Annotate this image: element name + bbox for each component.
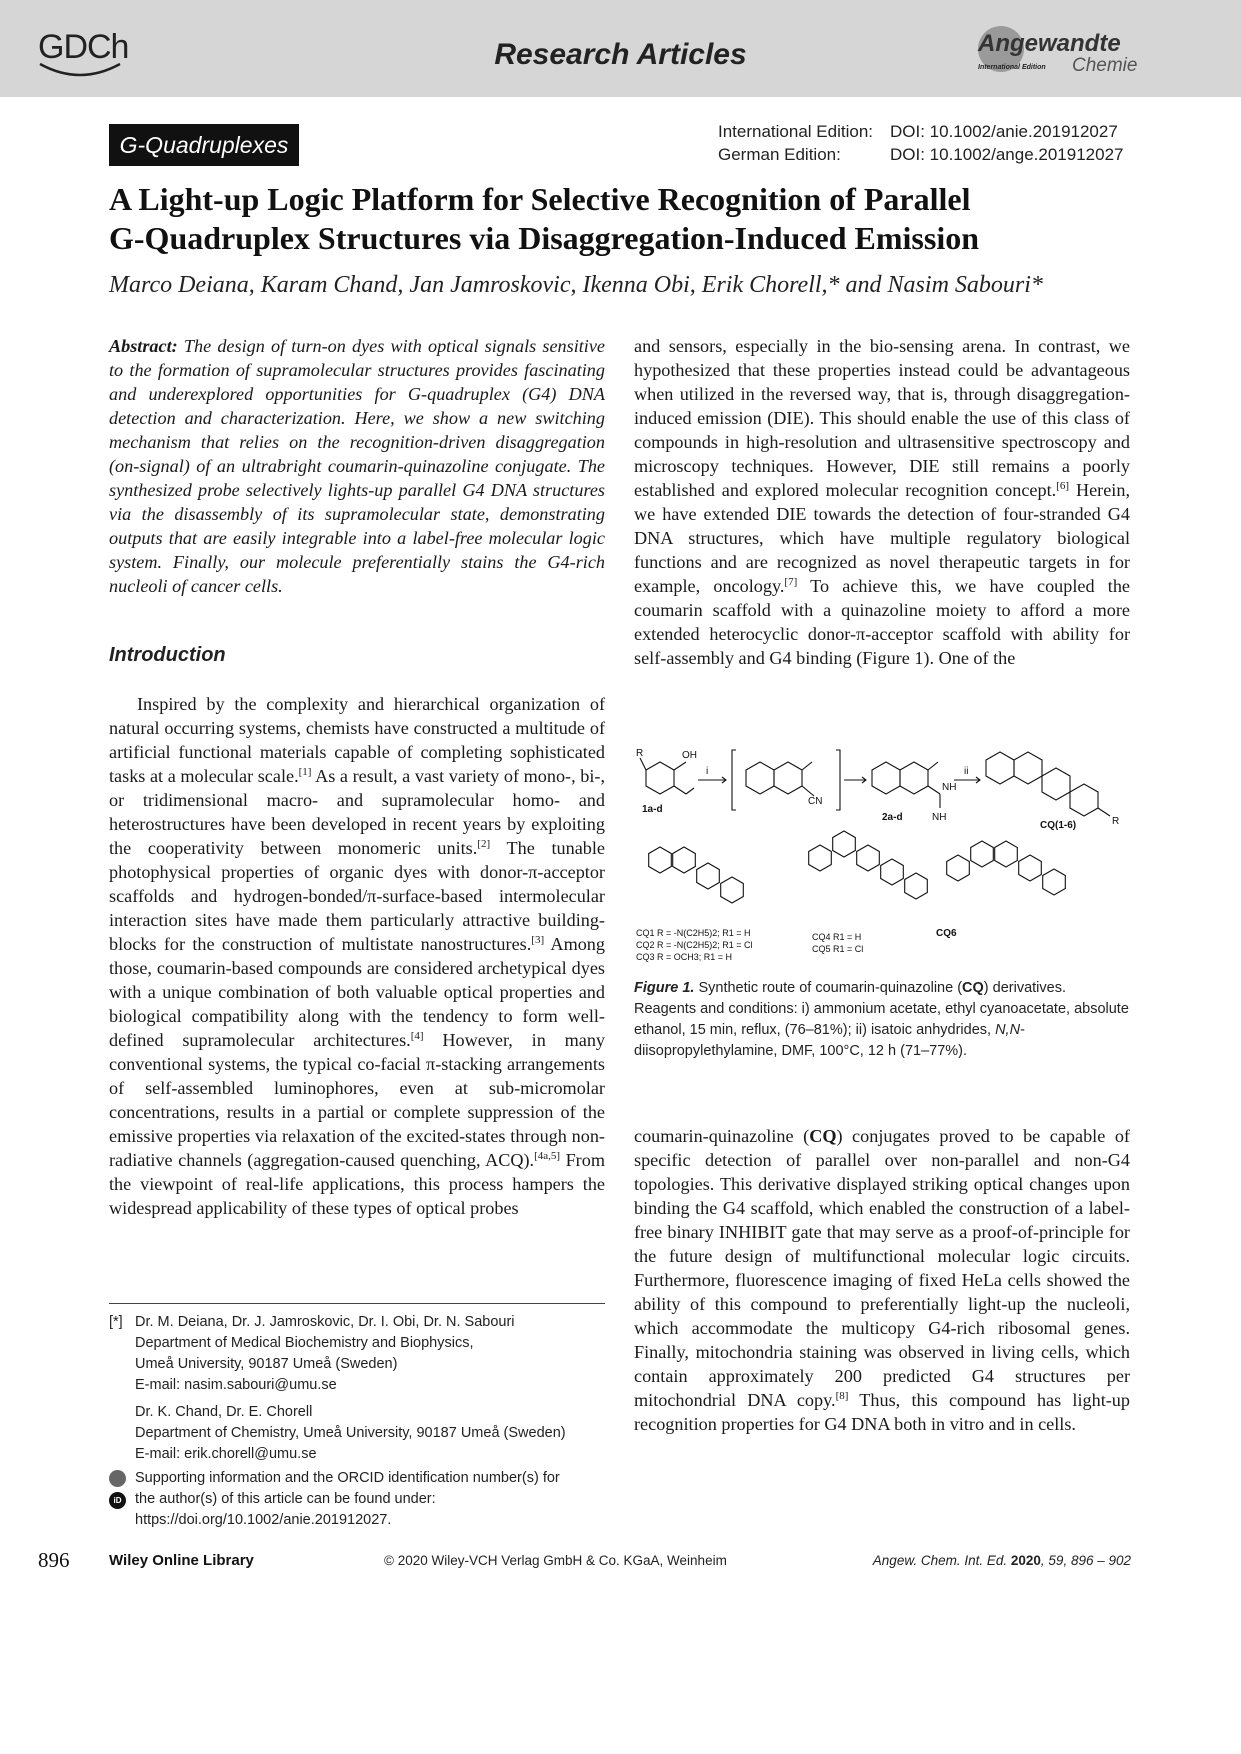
cite-journal: Angew. Chem. Int. Ed. xyxy=(872,1553,1011,1568)
email-link[interactable]: E-mail: erik.chorell@umu.se xyxy=(135,1446,317,1462)
reference-2[interactable]: [2] xyxy=(477,837,491,850)
page-header xyxy=(0,0,1241,97)
topic-badge: G-Quadruplexes xyxy=(109,124,299,166)
footnote-divider xyxy=(109,1303,605,1304)
affiliation-line: Umeå University, 90187 Umeå (Sweden) xyxy=(135,1356,398,1372)
email-link[interactable]: E-mail: nasim.sabouri@umu.se xyxy=(135,1377,337,1393)
scheme-label-1ad: 1a-d xyxy=(642,804,663,815)
footnote-mark: [*] xyxy=(109,1314,123,1330)
caption-text: ) derivatives. Reagents and conditions: i) ammonium acetate, ethyl cyanoacetate, absolute ethanol, 15 min, reflux, (76–81%); ii) isatoic anhydrides, xyxy=(634,980,1129,1038)
copyright: © 2020 Wiley-VCH Verlag GmbH & Co. KGaA, Weinheim xyxy=(384,1553,727,1568)
ring-cq4-5-4 xyxy=(905,873,928,899)
ring-cq1-3-2 xyxy=(697,863,720,889)
scheme-label-2ad: 2a-d xyxy=(882,812,903,823)
page-footer xyxy=(0,1548,1241,1572)
wiley-online-library-logo[interactable]: Wiley Online Library xyxy=(109,1552,254,1569)
scheme-label-cq6: CQ6 xyxy=(936,928,957,939)
right-column-bottom xyxy=(634,1124,1130,1436)
title-line-2: G-Quadruplex Structures via Disaggregation-Induced Emission xyxy=(109,220,980,256)
abstract-text: The design of turn-on dyes with optical signals sensitive to the formation of supramolecular structures provides fascinating and underexplored opportunities for G-quadruplex (G4) DNA detection and characterization. Here, we show a new switching mechanism that relies on the recognition-driven disaggregation (on-signal) of an ultrabright coumarin-quinazoline conjugate. The synthesized probe selectively lights-up parallel G4 DNA structures via the disassembly of its supramolecular state, demonstrating outputs that are easily integrable into a label-free molecular logic system. Finally, our molecule preferentially stains the G4-rich nucleoli of cancer cells. xyxy=(109,336,606,596)
body-cq: CQ xyxy=(809,1126,837,1146)
doi-german-label: German Edition: xyxy=(718,145,841,164)
doi-german-value[interactable]: DOI: 10.1002/ange.201912027 xyxy=(890,145,1124,164)
scheme-r-label: R xyxy=(636,748,644,759)
si-line: the author(s) of this article can be found under: xyxy=(135,1491,436,1507)
angewandte-logo: Angewandte xyxy=(978,30,1121,57)
page-number: 896 xyxy=(38,1548,70,1572)
reference-8[interactable]: [8] xyxy=(835,1389,849,1402)
citation xyxy=(873,1553,1131,1568)
article-title xyxy=(109,180,1139,258)
introduction-paragraph xyxy=(109,692,605,1220)
ring-cq4-5-0 xyxy=(809,845,832,871)
section-title: Research Articles xyxy=(494,38,747,71)
body-text: To achieve this, we have coupled the coumarin scaffold with a quinazoline moiety to afford a more extended heterocyclic donor-π-acceptor scaffold with ability for self-assembly and G4 binding (Figure 1). One of the xyxy=(634,576,1130,668)
doi-intl-value[interactable]: DOI: 10.1002/anie.201912027 xyxy=(890,122,1118,141)
intro-text: Among those, coumarin-based compounds are considered archetypical dyes with a unique combination of both valuable optical properties and biological compatibility along with the tendency to form well-defined supramolecular architectures. xyxy=(109,934,605,1050)
ring-cq6-2 xyxy=(995,841,1018,867)
scheme-step-i: i xyxy=(706,766,709,777)
gdch-logo: GDCh xyxy=(38,28,129,66)
ring-cq4-5-3 xyxy=(881,859,904,885)
scheme-cq1-def: CQ1 R = -N(C2H5)2; R1 = H xyxy=(636,928,751,938)
affiliation-footnote xyxy=(109,1312,609,1465)
doi-block xyxy=(718,120,1123,166)
si-line: Supporting information and the ORCID identification number(s) for xyxy=(135,1470,560,1486)
reference-3[interactable]: [3] xyxy=(531,933,545,946)
ring-cq6-0 xyxy=(947,855,970,881)
scheme-r1-label: R xyxy=(1112,816,1120,827)
scheme-nh2-label: NH xyxy=(932,812,947,823)
scheme-oh-label: OH xyxy=(682,750,697,761)
cite-year: 2020 xyxy=(1010,1553,1041,1568)
affiliation-line: Dr. K. Chand, Dr. E. Chorell xyxy=(135,1404,313,1420)
affiliation-line: Department of Chemistry, Umeå University, 90187 Umeå (Sweden) xyxy=(135,1425,566,1441)
body-text: coumarin-quinazoline ( xyxy=(634,1126,810,1146)
abstract-label: Abstract: xyxy=(109,336,178,356)
body-text: Herein, we have extended DIE towards the detection of four-stranded G4 DNA structures, which have multiple regulatory biological functions and are recognized as novel therapeutic targets in for example, oncology. xyxy=(634,480,1130,596)
angewandte-edition: International Edition xyxy=(978,64,1046,71)
body-text: Thus, this compound has light-up recognition properties for G4 DNA both in vitro and in cells. xyxy=(634,1390,1130,1434)
body-text: and sensors, especially in the bio-sensing arena. In contrast, we hypothesized that these properties instead could be advantageous when utilized in the reversed way, that is, through disaggregation-induced emission (DIE). This should enable the use of this class of compounds in high-resolution and ultrasensitive spectroscopy and microscopy techniques. However, DIE still remains a poorly established and explored molecular recognition concept. xyxy=(634,336,1130,500)
scheme-cq3-def: CQ3 R = OCH3; R1 = H xyxy=(636,952,733,962)
reference-7[interactable]: [7] xyxy=(784,575,798,588)
caption-cq: CQ xyxy=(962,980,984,996)
cite-rest: , 59, 896 – 902 xyxy=(1040,1553,1131,1568)
caption-text: Synthetic route of coumarin-quinazoline ( xyxy=(698,980,963,996)
body-text: ) conjugates proved to be capable of specific detection of parallel over non-parallel and non-G4 topologies. This derivative displayed striking optical changes upon binding the G4 scaffold, which enabled the construction of a label-free binary INHIBIT gate that may serve as a proof-of-principle for the future design of multifunctional molecular logic circuits. Furthermore, fluorescence imaging of fixed HeLa cells showed the ability of this compound to preferentially light-up the nucleoli, which accommodate the multicopy G4-rich ribosomal genes. Finally, mitochondria staining was observed in living cells, which contain approximately 200 predicted G4 structures per mitochondrial DNA copy. xyxy=(634,1126,1130,1410)
supporting-info-note xyxy=(109,1468,609,1531)
figure-1-caption xyxy=(634,978,1130,1062)
ring-cq4-5-2 xyxy=(857,845,880,871)
scheme-cq5-def: CQ5 R1 = Cl xyxy=(812,944,864,954)
scheme-cq2-def: CQ2 R = -N(C2H5)2; R1 = Cl xyxy=(636,940,753,950)
reference-1[interactable]: [1] xyxy=(298,765,312,778)
ring-cq1-3-1 xyxy=(673,847,696,873)
caption-text: -diisopropylethylamine, DMF, 100°C, 12 h (71–77%). xyxy=(634,1022,1025,1059)
ring-cq1-3-3 xyxy=(721,877,744,903)
author-list: Marco Deiana, Karam Chand, Jan Jamroskovic, Ikenna Obi, Erik Chorell,* and Nasim Sabouri* xyxy=(109,272,1043,298)
introduction-heading: Introduction xyxy=(109,644,226,666)
ring-cq1-3-0 xyxy=(649,847,672,873)
supporting-info-icon xyxy=(109,1470,126,1487)
scheme-nh-label: NH xyxy=(942,782,957,793)
ring-cq6-3 xyxy=(1019,855,1042,881)
angewandte-chemie: Chemie xyxy=(1072,55,1138,76)
si-doi-link[interactable]: https://doi.org/10.1002/anie.201912027. xyxy=(135,1512,392,1528)
reference-4a-5[interactable]: [4a,5] xyxy=(534,1149,561,1162)
scheme-cq4-def: CQ4 R1 = H xyxy=(812,932,862,942)
intro-text: From the viewpoint of real-life applications, this process hampers the widespread applicability of these types of optical probes xyxy=(109,1150,605,1218)
orcid-icon: iD xyxy=(109,1492,126,1509)
title-line-1: A Light-up Logic Platform for Selective Recognition of Parallel xyxy=(109,181,971,217)
doi-intl-label: International Edition: xyxy=(718,122,873,141)
affiliation-line: Department of Medical Biochemistry and Biophysics, xyxy=(135,1335,474,1351)
intro-text: As a result, a vast variety of mono-, bi-, or tridimensional macro- and supramolecular homo- and heterostructures have been developed in recent years by exploiting the cooperativity between monomeric units. xyxy=(109,766,606,858)
scheme-cn-label: CN xyxy=(808,796,823,807)
figure-label: Figure 1. xyxy=(634,980,695,996)
affiliation-line: Dr. M. Deiana, Dr. J. Jamroskovic, Dr. I. Obi, Dr. N. Sabouri xyxy=(135,1314,515,1330)
abstract xyxy=(109,334,605,598)
caption-italic: N,N xyxy=(995,1022,1021,1038)
ring-cq4-5-1 xyxy=(833,831,856,857)
right-column-top xyxy=(634,334,1130,670)
ring-cq6-1 xyxy=(971,841,994,867)
scheme-label-cq16: CQ(1-6) xyxy=(1040,820,1077,831)
synthetic-scheme-figure xyxy=(636,740,1132,970)
intro-text: However, in many conventional systems, the typical co-facial π-stacking arrangements of self-assembled luminophores, even at sub-micromolar concentrations, results in a partial or complete suppression of the emissive properties via relaxation of the excited-states through non-radiative channels (aggregation-caused quenching, ACQ). xyxy=(109,1030,606,1170)
intro-text: Inspired by the complexity and hierarchical organization of natural occurring systems, chemists have constructed a multitude of artificial functional materials capable of completing sophisticated tasks at a molecular scale. xyxy=(109,694,605,786)
reference-4[interactable]: [4] xyxy=(410,1029,424,1042)
scheme-step-ii: ii xyxy=(964,766,969,777)
intro-text: The tunable photophysical properties of organic dyes with donor-π-acceptor scaffolds and hydrogen-bonded/π-surface-based intermolecular interaction sites have made them particularly attractive building-blocks for the construction of multistate nanostructures. xyxy=(109,838,605,954)
ring-cq6-4 xyxy=(1043,869,1066,895)
reference-6[interactable]: [6] xyxy=(1056,479,1069,492)
